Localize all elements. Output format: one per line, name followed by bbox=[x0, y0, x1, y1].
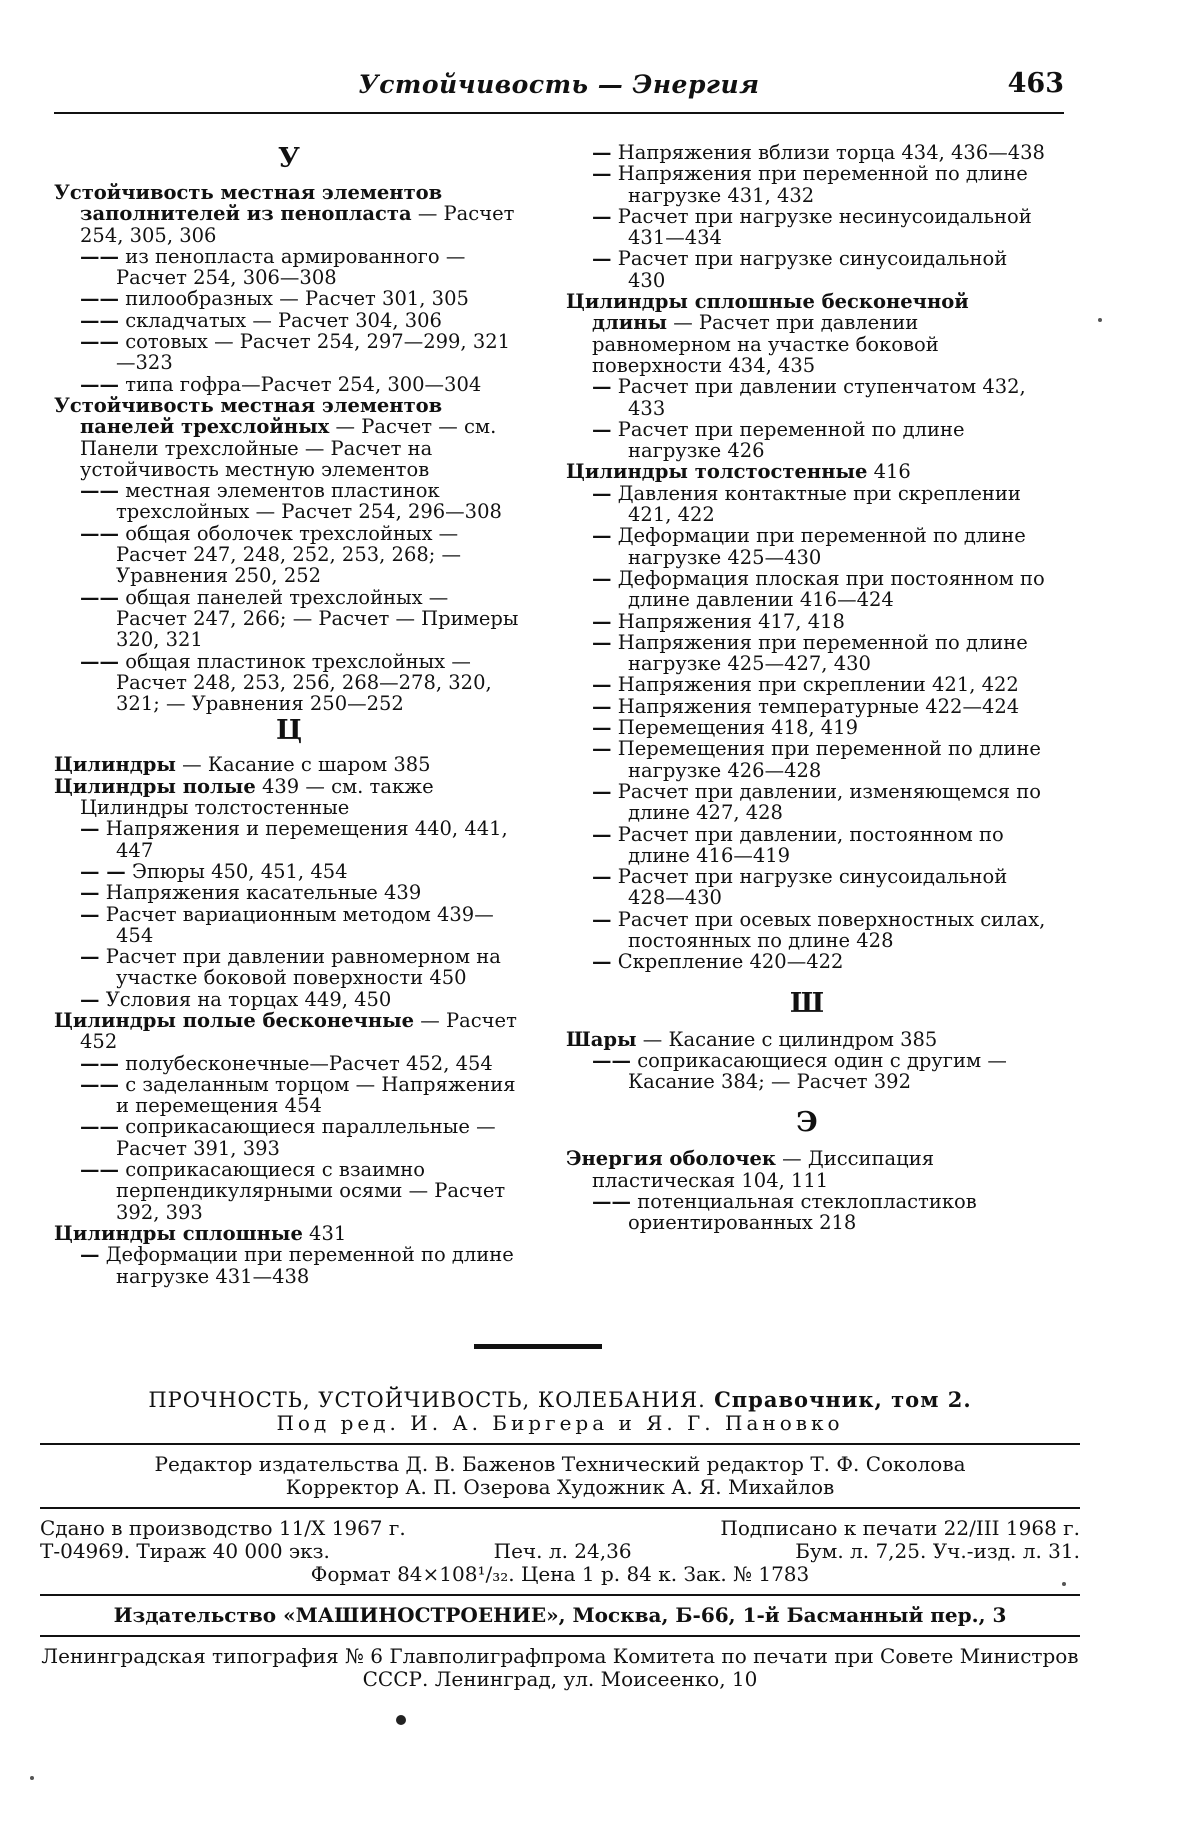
entry-text: Деформации при переменной по длине нагрузке 431—438 bbox=[99, 1243, 514, 1288]
repeat-dash: — bbox=[592, 481, 612, 505]
production-row-2 bbox=[40, 1540, 1080, 1563]
entry-text: 439 — см. также Цилиндры толстостенные bbox=[80, 774, 434, 820]
index-subentry bbox=[566, 248, 1048, 291]
repeat-dash: — bbox=[592, 630, 612, 654]
index-subentry bbox=[566, 1191, 1048, 1234]
entry-text: Деформация плоская при постоянном по длине давлении 416—424 bbox=[611, 566, 1045, 612]
repeat-dash: — bbox=[592, 162, 612, 186]
index-subentry bbox=[566, 738, 1048, 781]
index-subentry bbox=[54, 651, 524, 715]
index-subentry bbox=[566, 632, 1048, 675]
signed-date: Подписано к печати 22/III 1968 г. bbox=[720, 1516, 1080, 1540]
index-subentry bbox=[566, 909, 1048, 952]
index-subentry bbox=[566, 1050, 1048, 1093]
index-subentry bbox=[54, 331, 524, 374]
entry-text: Напряжения вблизи торца 434, 436—438 bbox=[611, 141, 1045, 164]
index-letter: Э bbox=[796, 1107, 818, 1139]
repeat-dash: — bbox=[592, 417, 612, 441]
repeat-dash: — bbox=[592, 375, 612, 399]
index-subentry bbox=[566, 781, 1048, 824]
index-letter: Ш bbox=[789, 987, 825, 1019]
entry-text: общая пластинок трехслойных — Расчет 248, 253, 256, 268—278, 320, 321; — Уравнения 250—252 bbox=[116, 649, 492, 716]
repeat-dash: — bbox=[80, 902, 100, 926]
index-subentry bbox=[566, 824, 1048, 867]
editor-line: Редактор издательства Д. В. Баженов Технический редактор Т. Ф. Соколова bbox=[154, 1452, 966, 1476]
entry-text: Напряжения 417, 418 bbox=[611, 609, 845, 633]
entry-text: 416 bbox=[867, 460, 911, 484]
entry-text: сотовых — Расчет 254, 297—299, 321—323 bbox=[116, 330, 511, 375]
entry-text: соприкасающиеся параллельные — Расчет 391, 393 bbox=[116, 1115, 496, 1160]
repeat-dash: — bbox=[592, 694, 612, 718]
entry-text: — Касание с цилиндром 385 bbox=[636, 1027, 938, 1051]
repeat-dash: —— bbox=[80, 1115, 119, 1139]
imprint-rule bbox=[40, 1594, 1080, 1596]
repeat-dash: —— bbox=[80, 372, 119, 396]
entry-text: Напряжения при переменной по длине нагрузке 425—427, 430 bbox=[611, 630, 1028, 676]
entry-text: полубесконечные—Расчет 452, 454 bbox=[119, 1051, 493, 1075]
repeat-dash: —— bbox=[80, 649, 119, 673]
entry-heading: Цилиндры полые bbox=[54, 774, 256, 798]
corrector-line: Корректор А. П. Озерова Художник А. Я. Михайлов bbox=[285, 1475, 835, 1499]
entry-text: местная элементов пластинок трехслойных — Расчет 254, 296—308 bbox=[116, 479, 502, 524]
page-number: 463 bbox=[1007, 68, 1064, 99]
publisher-line: Издательство «МАШИНОСТРОЕНИЕ», Москва, Б-66, 1-й Басманный пер., 3 bbox=[113, 1603, 1007, 1627]
printed-sheets: Печ. л. 24,36 bbox=[493, 1539, 632, 1563]
index-entry bbox=[54, 1223, 524, 1244]
entry-text: Эпюры 450, 451, 454 bbox=[125, 859, 348, 883]
entry-text: — Расчет 254, 305, 306 bbox=[80, 202, 515, 247]
index-subentry bbox=[54, 1244, 524, 1287]
repeat-dash: — bbox=[592, 865, 612, 889]
book-title-line bbox=[40, 1388, 1080, 1412]
index-entry bbox=[54, 395, 524, 480]
entry-text: Условия на торцах 449, 450 bbox=[99, 987, 392, 1011]
index-subentry bbox=[54, 818, 524, 861]
index-subentry bbox=[566, 674, 1048, 695]
repeat-dash: —— bbox=[80, 1051, 119, 1075]
ink-speck bbox=[30, 1776, 34, 1780]
entry-heading: Шары bbox=[566, 1027, 637, 1051]
entry-text: пилообразных — Расчет 301, 305 bbox=[119, 287, 469, 311]
repeat-dash: — bbox=[80, 945, 100, 969]
index-subentry bbox=[54, 1074, 524, 1117]
repeat-dash: — bbox=[592, 822, 612, 846]
entry-text: Расчет при переменной по длине нагрузке 426 bbox=[611, 417, 965, 463]
index-subentry bbox=[566, 866, 1048, 909]
entry-text: Напряжения касательные 439 bbox=[99, 881, 422, 905]
ink-speck bbox=[1098, 318, 1102, 322]
entry-text: из пенопласта армированного — Расчет 254, 306—308 bbox=[116, 244, 466, 290]
entry-text: — Расчет при давлении равномерном на участке боковой поверхности 434, 435 bbox=[592, 311, 939, 377]
index-subentry bbox=[54, 288, 524, 309]
entry-text: 431 bbox=[302, 1221, 347, 1245]
index-subentry bbox=[566, 951, 1048, 972]
repeat-dash: —— bbox=[592, 1048, 631, 1072]
repeat-dash: —— bbox=[80, 585, 119, 609]
entry-text: — Диссипация пластическая 104, 111 bbox=[592, 1147, 935, 1192]
index-subentry bbox=[54, 310, 524, 331]
index-subentry bbox=[566, 717, 1048, 738]
repeat-dash: — bbox=[80, 987, 100, 1011]
index-entry bbox=[54, 1010, 524, 1053]
entry-text: типа гофра—Расчет 254, 300—304 bbox=[119, 372, 482, 396]
entry-text: потенциальная стеклопластиков ориентированных 218 bbox=[628, 1190, 977, 1235]
running-head bbox=[54, 62, 1064, 114]
index-subentry bbox=[566, 376, 1048, 419]
imprint-rule bbox=[40, 1443, 1080, 1445]
repeat-dash: — bbox=[592, 907, 612, 931]
repeat-dash: —— bbox=[80, 244, 119, 268]
entry-text: Напряжения при скреплении 421, 422 bbox=[611, 673, 1019, 697]
repeat-dash: — bbox=[592, 737, 612, 761]
imprint-rule bbox=[40, 1507, 1080, 1509]
index-subentry bbox=[54, 523, 524, 587]
entry-heading: Цилиндры полые бесконечные bbox=[54, 1008, 415, 1032]
repeat-dash: — bbox=[80, 1243, 100, 1267]
right-column bbox=[566, 142, 1048, 1234]
entry-text: Расчет при осевых поверхностных силах, постоянных по длине 428 bbox=[611, 907, 1046, 952]
entry-heading: Цилиндры bbox=[54, 753, 176, 777]
repeat-dash: — bbox=[592, 141, 612, 164]
entry-text: общая оболочек трехслойных — Расчет 247, 248, 252, 253, 268; — Уравнения 250, 252 bbox=[116, 521, 462, 588]
index-subentry bbox=[54, 882, 524, 903]
entry-text: Напряжения температурные 422—424 bbox=[611, 694, 1020, 718]
entry-text: Напряжения и перемещения 440, 441, 447 bbox=[99, 817, 508, 862]
index-subentry bbox=[54, 1159, 524, 1223]
entry-text: — Расчет — см. Панели трехслойные — Расчет на устойчивость местную элементов bbox=[80, 415, 497, 481]
repeat-dash: — bbox=[592, 524, 612, 548]
index-subentry bbox=[566, 568, 1048, 611]
repeat-dash: —— bbox=[592, 1190, 631, 1214]
entry-heading: Цилиндры сплошные bbox=[54, 1221, 303, 1245]
entry-text: — Касание с шаром 385 bbox=[175, 753, 431, 777]
entry-heading: Устойчивость местная элементов панелей трехслойных bbox=[54, 393, 443, 439]
index-subentry bbox=[54, 946, 524, 989]
repeat-dash: —— bbox=[80, 287, 119, 311]
repeat-dash: —— bbox=[80, 1072, 119, 1096]
index-subentry bbox=[54, 480, 524, 523]
index-subentry bbox=[566, 696, 1048, 717]
format-price-line: Формат 84×108¹/₃₂. Цена 1 р. 84 к. Зак. № 1783 bbox=[310, 1562, 810, 1586]
index-letter: Ц bbox=[275, 715, 303, 747]
production-date: Сдано в производство 11/X 1967 г. bbox=[40, 1516, 406, 1540]
entry-text: соприкасающиеся с взаимно перпендикулярными осями — Расчет 392, 393 bbox=[116, 1158, 506, 1224]
repeat-dash: — bbox=[592, 204, 612, 228]
index-subentry bbox=[54, 1053, 524, 1074]
entry-text: с заделанным торцом — Напряжения и перемещения 454 bbox=[116, 1072, 516, 1118]
index-subentry bbox=[54, 904, 524, 947]
repeat-dash: —— bbox=[80, 521, 119, 545]
entry-text: общая панелей трехслойных — Расчет 247, 266; — Расчет — Примеры 320, 321 bbox=[116, 585, 519, 652]
repeat-dash: — bbox=[592, 566, 612, 590]
index-entry bbox=[54, 776, 524, 819]
entry-text: Расчет при давлении, постоянном по длине 416—419 bbox=[611, 822, 1004, 867]
index-subentry bbox=[566, 142, 1048, 163]
entry-heading: Энергия оболочек bbox=[566, 1147, 776, 1171]
entry-text: — Расчет 452 bbox=[80, 1008, 517, 1054]
repeat-dash: — bbox=[80, 817, 100, 841]
section-divider bbox=[474, 1344, 602, 1349]
ink-dot bbox=[396, 1715, 406, 1725]
paper-sheets: Бум. л. 7,25. Уч.-изд. л. 31. bbox=[795, 1539, 1080, 1563]
repeat-dash: — bbox=[592, 779, 612, 803]
entry-text: Перемещения 418, 419 bbox=[611, 716, 858, 740]
entry-text: Расчет при нагрузке синусоидальной 428—430 bbox=[611, 865, 1008, 910]
ink-speck bbox=[1062, 1582, 1066, 1586]
index-subentry bbox=[566, 206, 1048, 249]
repeat-dash: —— bbox=[80, 308, 119, 332]
entry-text: Давления контактные при скреплении 421, 422 bbox=[611, 481, 1021, 527]
index-subentry bbox=[54, 861, 524, 882]
entry-text: складчатых — Расчет 304, 306 bbox=[119, 308, 442, 332]
index-subentry bbox=[54, 989, 524, 1010]
index-subentry bbox=[566, 419, 1048, 462]
index-subentry bbox=[566, 525, 1048, 568]
entry-text: Расчет при давлении ступенчатом 432, 433 bbox=[611, 375, 1026, 420]
repeat-dash: — — bbox=[80, 859, 126, 883]
index-subentry bbox=[566, 611, 1048, 632]
repeat-dash: — bbox=[80, 881, 100, 905]
index-subentry bbox=[54, 246, 524, 289]
index-entry bbox=[54, 754, 524, 775]
repeat-dash: —— bbox=[80, 1158, 119, 1182]
print-run: Т-04969. Тираж 40 000 экз. bbox=[40, 1539, 330, 1563]
entry-text: Расчет при нагрузке несинусоидальной 431—434 bbox=[611, 204, 1032, 250]
running-head-title: Устойчивость — Энергия bbox=[358, 70, 760, 99]
index-subentry bbox=[566, 163, 1048, 206]
entry-text: Расчет при нагрузке синусоидальной 430 bbox=[611, 247, 1008, 292]
repeat-dash: —— bbox=[80, 330, 119, 354]
imprint bbox=[40, 1388, 1080, 1691]
entry-text: Напряжения при переменной по длине нагрузке 431, 432 bbox=[611, 162, 1028, 207]
book-editors: Под ред. И. А. Биргера и Я. Г. Пановко bbox=[276, 1411, 844, 1435]
entry-text: Перемещения при переменной по длине нагрузке 426—428 bbox=[611, 737, 1041, 782]
index-subentry bbox=[54, 587, 524, 651]
header-rule bbox=[54, 112, 1064, 114]
index-entry bbox=[54, 182, 524, 246]
repeat-dash: — bbox=[592, 609, 612, 633]
entry-heading: Цилиндры толстостенные bbox=[566, 460, 868, 484]
entry-text: Расчет вариационным методом 439—454 bbox=[99, 902, 494, 947]
index-subentry bbox=[566, 483, 1048, 526]
entry-text: Расчет при давлении, изменяющемся по длине 427, 428 bbox=[611, 779, 1041, 825]
index-subentry bbox=[54, 374, 524, 395]
printer-line: Ленинградская типография № 6 Главполиграфпрома Комитета по печати при Совете Министров СССР. Ленинград, ул. Моисеенко, 10 bbox=[41, 1644, 1079, 1691]
book-title: ПРОЧНОСТЬ, УСТОЙЧИВОСТЬ, КОЛЕБАНИЯ. bbox=[148, 1388, 706, 1412]
entry-text: Деформации при переменной по длине нагрузке 425—430 bbox=[611, 524, 1026, 569]
entry-text: соприкасающиеся один с другим — Касание 384; — Расчет 392 bbox=[628, 1048, 1007, 1094]
entry-heading: Цилиндры сплошные бесконечной длины bbox=[566, 290, 969, 335]
book-title-suffix: Справочник, том 2. bbox=[705, 1387, 972, 1412]
entry-text: Скрепление 420—422 bbox=[611, 950, 844, 974]
repeat-dash: — bbox=[592, 716, 612, 740]
index-entry bbox=[566, 1029, 1048, 1050]
repeat-dash: — bbox=[592, 247, 612, 271]
repeat-dash: —— bbox=[80, 479, 119, 503]
index-entry bbox=[566, 1148, 1048, 1191]
entry-heading: Устойчивость местная элементов заполнителей из пенопласта bbox=[54, 181, 443, 226]
index-entry bbox=[566, 461, 1048, 482]
index-entry bbox=[566, 291, 1048, 376]
index-letter: У bbox=[278, 143, 300, 174]
repeat-dash: — bbox=[592, 673, 612, 697]
production-row-1 bbox=[40, 1517, 1080, 1540]
imprint-rule bbox=[40, 1635, 1080, 1637]
entry-text: Расчет при давлении равномерном на участке боковой поверхности 450 bbox=[99, 945, 501, 990]
left-column bbox=[54, 142, 524, 1287]
repeat-dash: — bbox=[592, 950, 612, 974]
index-subentry bbox=[54, 1116, 524, 1159]
